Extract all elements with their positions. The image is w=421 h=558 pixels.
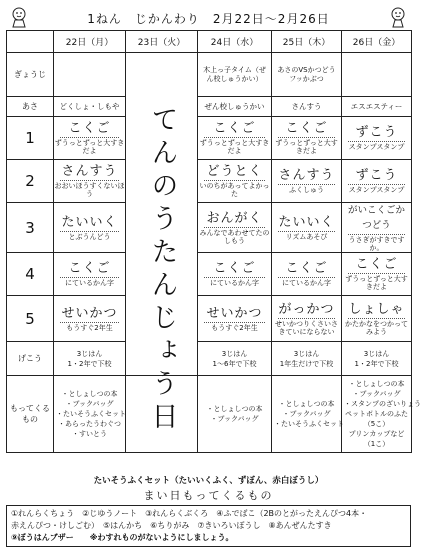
event-row	[7, 53, 412, 97]
subject-label: こくご	[348, 257, 405, 274]
lesson-cell	[198, 203, 272, 253]
row-label-asa: あさ	[7, 97, 54, 117]
child-mascot-icon	[8, 6, 30, 28]
lesson-cell	[198, 296, 272, 342]
period-number: 1	[7, 117, 54, 160]
event-cell	[342, 53, 412, 97]
lesson-cell	[54, 296, 126, 342]
bring-items-cell	[272, 376, 342, 453]
lesson-cell	[272, 117, 342, 160]
lesson-cell	[198, 117, 272, 160]
lesson-note: かたかなをつかってみよう	[345, 319, 408, 336]
lesson-cell	[198, 253, 272, 296]
bring-item: ・としょしつの本	[61, 390, 118, 398]
day-header: 22日（月）	[54, 31, 126, 53]
subject-label: たいいく	[61, 214, 118, 230]
bring-items-row	[7, 376, 412, 453]
period-row-2	[7, 160, 412, 203]
page-title: 1ねん じかんわり 2月22日〜2月26日	[87, 12, 330, 26]
morning-cell: さんすう	[272, 97, 342, 117]
holiday-column	[126, 53, 198, 435]
subject-label: さんすう	[61, 164, 118, 179]
header	[0, 6, 417, 28]
bring-items-cell	[198, 376, 272, 453]
dismissal-row	[7, 342, 412, 376]
period-number: 2	[7, 160, 54, 203]
event-cell: 木上っ子タイム（ぜん校しゅうかい）	[198, 53, 272, 97]
subject-label: たいいく	[278, 214, 335, 230]
holiday-text: てんのうたんじょう日	[146, 105, 178, 435]
period-row-4	[7, 253, 412, 296]
bring-item: ・たいそうふくセット	[274, 420, 344, 428]
lesson-cell	[342, 117, 412, 160]
day-header: 25日（木）	[272, 31, 342, 53]
lesson-note: とぶうんどう	[68, 232, 111, 241]
lesson-note: おおいほうすくないほう	[54, 182, 125, 198]
subject-label: こくご	[278, 261, 335, 278]
lesson-cell	[198, 160, 272, 203]
morning-cell: エスエスティー	[342, 97, 412, 117]
morning-cell: ぜん校しゅうかい	[198, 97, 272, 117]
lesson-note: うさぎがすきですか。	[348, 236, 405, 252]
bring-item: ・スタンプのざいりょう	[344, 400, 421, 408]
lesson-cell	[272, 253, 342, 296]
subject-label: おんがく	[204, 211, 265, 228]
footer	[0, 474, 417, 547]
period-number: 3	[7, 203, 54, 253]
bring-item: ・としょしつの本	[348, 380, 405, 388]
daily-items-line: ⑨ぼうはんブザー ※わすれものがないようにしましょう。	[11, 533, 234, 542]
dismissal-cell: 3じはん 1年生だけで下校	[272, 342, 342, 376]
day-header: 23日（火）	[126, 31, 198, 53]
lesson-note: ずうっとずっと大すきだよ	[275, 139, 338, 155]
subject-label: さんすう	[278, 168, 335, 183]
bring-item: ・ブックバッグ	[65, 400, 114, 408]
lesson-cell	[54, 117, 126, 160]
lesson-cell	[272, 296, 342, 342]
lesson-cell	[342, 160, 412, 203]
period-row-5	[7, 296, 412, 342]
lesson-note: みんなであわせてたのしもう	[199, 228, 270, 245]
row-label-motte: もってくるもの	[7, 376, 54, 453]
subject-label: こくご	[278, 121, 335, 138]
row-label-gyouji: ぎょうじ	[7, 53, 54, 97]
period-number: 4	[7, 253, 54, 296]
lesson-cell	[272, 203, 342, 253]
period-row-1	[7, 117, 412, 160]
bring-item: ・すいとう	[72, 430, 107, 438]
lesson-cell	[272, 160, 342, 203]
morning-row	[7, 97, 412, 117]
lesson-note: リズムあそび	[285, 232, 328, 241]
lesson-note: スタンプスタンプ	[348, 143, 405, 151]
subject-label: しょしゃ	[348, 301, 405, 317]
event-cell: あさのVSかつどうフッかぶつ	[272, 53, 342, 97]
bring-item: プリンカップなど（1こ）	[348, 430, 405, 448]
subject-label: ずこう	[348, 125, 405, 142]
subject-label: せいかつ	[61, 305, 118, 321]
day-header: 24日（水）	[198, 31, 272, 53]
lesson-cell	[54, 253, 126, 296]
subject-label: ずこう	[348, 168, 405, 185]
daily-items-line: 赤えんぴつ・けしごむ） ⑤はんかち ⑥ちりがみ ⑦きいろいぼうし ⑧あんぜんたすき	[11, 521, 332, 530]
gym-set-note: たいそうふくセット（たいいくふく、ずぼん、赤白ぼうし）	[93, 476, 324, 486]
lesson-note: ずうっとずっと大すきだよ	[345, 275, 408, 291]
subject-label: がいこくごかつどう	[348, 203, 405, 235]
bring-item: ・ブックバッグ	[282, 410, 331, 418]
bring-items-cell	[342, 376, 421, 453]
corner-cell	[7, 31, 54, 53]
subject-label: がっかつ	[278, 301, 335, 317]
daily-items-title: まい日もってくるもの	[143, 489, 274, 502]
daily-items-box	[6, 505, 411, 547]
lesson-note: ふくしゅう	[289, 186, 324, 194]
lesson-note: ずうっとずっと大すきだよ	[54, 139, 125, 155]
period-row-3	[7, 203, 412, 253]
bring-items-cell	[54, 376, 126, 453]
dismissal-cell: 3じはん 1〜6年で下校	[198, 342, 272, 376]
subject-label: どうとく	[204, 164, 265, 181]
lesson-note: もうすぐ2年生	[211, 323, 258, 332]
lesson-cell	[342, 203, 412, 253]
subject-label: こくご	[204, 121, 265, 138]
subject-label: こくご	[204, 261, 265, 278]
bring-item: ・ブックバッグ	[352, 390, 401, 398]
bring-item: ・たいそうふくセット	[56, 410, 126, 418]
bring-item: ・としょしつの本	[278, 400, 335, 408]
bring-item: ペットボトルのふた（5こ）	[345, 410, 408, 428]
lesson-cell	[54, 203, 126, 253]
lesson-note: にているかん字	[282, 279, 331, 287]
morning-cell: どくしょ・しもや	[54, 97, 126, 117]
subject-label: こくご	[60, 261, 119, 278]
lesson-cell	[54, 160, 126, 203]
bring-item: ・あらったうわぐつ	[58, 420, 121, 428]
row-label-gekou: げこう	[7, 342, 54, 376]
lesson-note: もうすぐ2年生	[66, 323, 113, 332]
lesson-cell	[342, 253, 412, 296]
subject-label: せいかつ	[204, 306, 265, 323]
day-header-row	[7, 31, 412, 53]
lesson-note: せいかつりくさいさきていにならない	[275, 319, 338, 336]
timetable	[6, 30, 421, 453]
bring-item: ・ブックバッグ	[210, 415, 259, 423]
lesson-note: ずうっとずっと大すきだよ	[199, 139, 270, 155]
dismissal-cell: 3じはん 1・2年で下校	[342, 342, 412, 376]
lesson-note: にているかん字	[65, 279, 114, 287]
dismissal-cell: 3じはん 1・2年で下校	[54, 342, 126, 376]
lesson-note: スタンプスタンプ	[348, 186, 405, 194]
bring-item: ・としょしつの本	[206, 405, 263, 413]
lesson-note: にているかん字	[210, 279, 259, 287]
child-mascot-icon	[387, 6, 409, 28]
lesson-cell	[342, 296, 412, 342]
daily-items-line: ①れんらくちょう ②じゆうノート ③れんらくぶくろ ④ふでばこ（2Bのとがったえんぴつ4本・	[11, 509, 368, 518]
subject-label: こくご	[60, 121, 119, 138]
day-header: 26日（金）	[342, 31, 412, 53]
event-cell	[54, 53, 126, 97]
period-number: 5	[7, 296, 54, 342]
lesson-note: いのちがあってよかった	[199, 182, 270, 198]
